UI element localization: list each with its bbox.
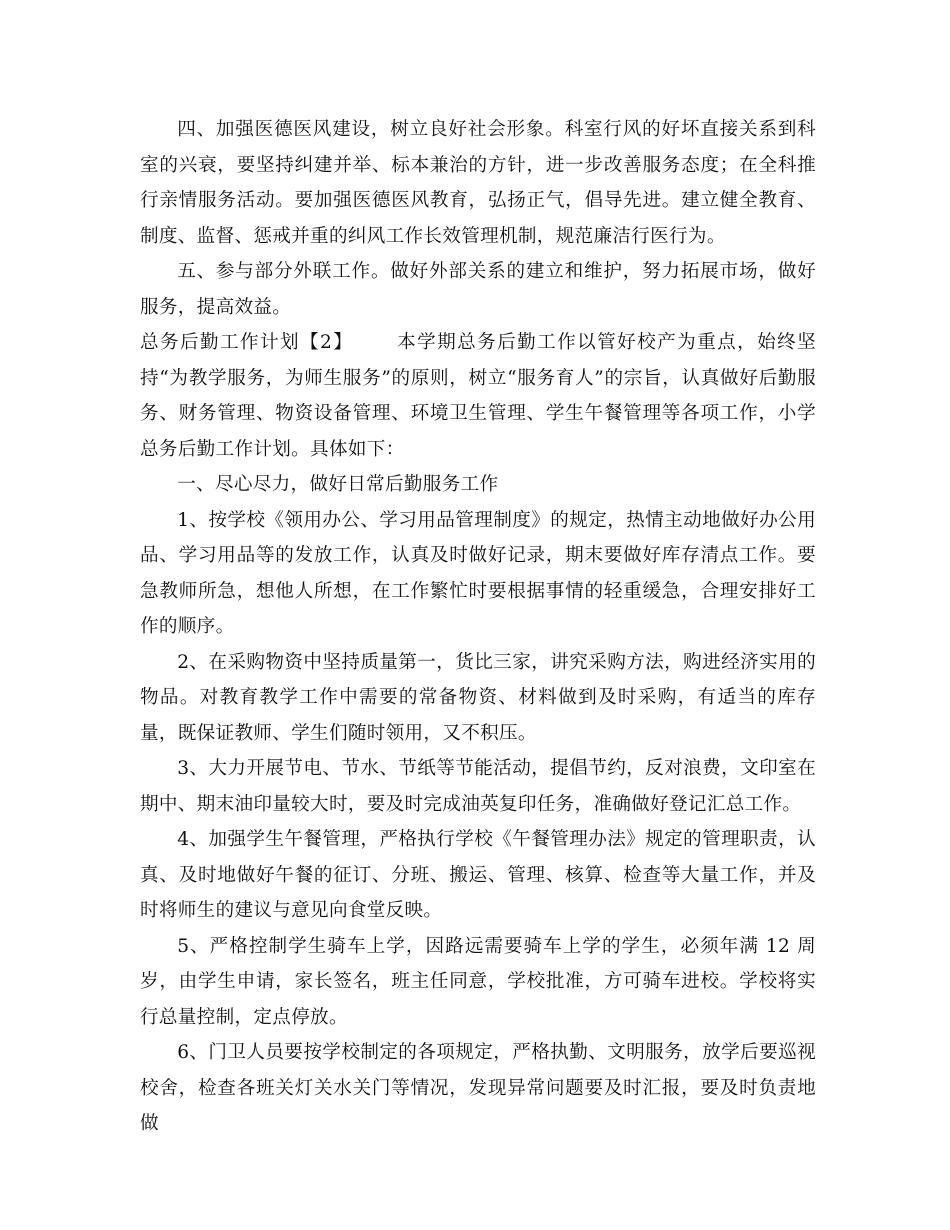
section-heading-daily-service: 一、尽心尽力，做好日常后勤服务工作 [177, 474, 499, 495]
paragraph-item-2-purchasing: 2、在采购物资中坚持质量第一，货比三家，讲究采购方法，购进经济实用的物品。对教育教学工作中需要的常备物资、材料做到及时采购，有适当的库存量，既保证教师、学生们随时领用，又不积压。 [140, 651, 816, 744]
paragraph-external-relations: 五、参与部分外联工作。做好外部关系的建立和维护，努力拓展市场，做好服务，提高效益。 [140, 261, 816, 318]
paragraph-item-1-supplies: 1、按学校《领用办公、学习用品管理制度》的规定，热情主动地做好办公用品、学习用品等的发放工作，认真及时做好记录，期末要做好库存清点工作。要急教师所急，想他人所想，在工作繁忙时要根据事情的轻重缓急，合理安排好工作的顺序。 [140, 509, 816, 637]
paragraph-medical-ethics: 四、加强医德医风建设，树立良好社会形象。科室行风的好坏直接关系到科室的兴衰，要坚持纠建并举、标本兼治的方针，进一步改善服务态度；在全科推行亲情服务活动。要加强医德医风教育，弘扬正气，倡导先进。建立健全教育、制度、监督、惩戒并重的纠风工作长效管理机制，规范廉洁行医行为。 [140, 119, 816, 247]
paragraph-item-4-lunch: 4、加强学生午餐管理，严格执行学校《午餐管理办法》规定的管理职责，认真、及时地做好午餐的征订、分班、搬运、管理、核算、检查等大量工作，并及时将师生的建议与意见向食堂反映。 [140, 829, 816, 921]
paragraph-logistics-plan-intro: 总务后勤工作计划【2】 本学期总务后勤工作以管好校产为重点，始终坚持“为教学服务，为师生服务”的原则，树立“服务育人”的宗旨，认真做好后勤服务、财务管理、物资设备管理、环境卫生管理、学生午餐管理等各项工作，小学总务后勤工作计划。具体如下： [140, 332, 816, 460]
paragraph-item-5-cycling: 5、严格控制学生骑车上学，因路远需要骑车上学的学生，必须年满 12 周岁，由学生申请，家长签名，班主任同意，学校批准，方可骑车进校。学校将实行总量控制，定点停放。 [140, 935, 816, 1028]
paragraph-item-3-energy-saving: 3、大力开展节电、节水、节纸等节能活动，提倡节约，反对浪费，文印室在期中、期末油印量较大时，要及时完成油英复印任务，准确做好登记汇总工作。 [140, 758, 816, 815]
document-body [140, 112, 816, 1142]
paragraph-item-6-guards: 6、门卫人员要按学校制定的各项规定，严格执勤、文明服务，放学后要巡视校舍，检查各班关灯关水关门等情况，发现异常问题要及时汇报，要及时负责地做 [140, 1042, 816, 1134]
